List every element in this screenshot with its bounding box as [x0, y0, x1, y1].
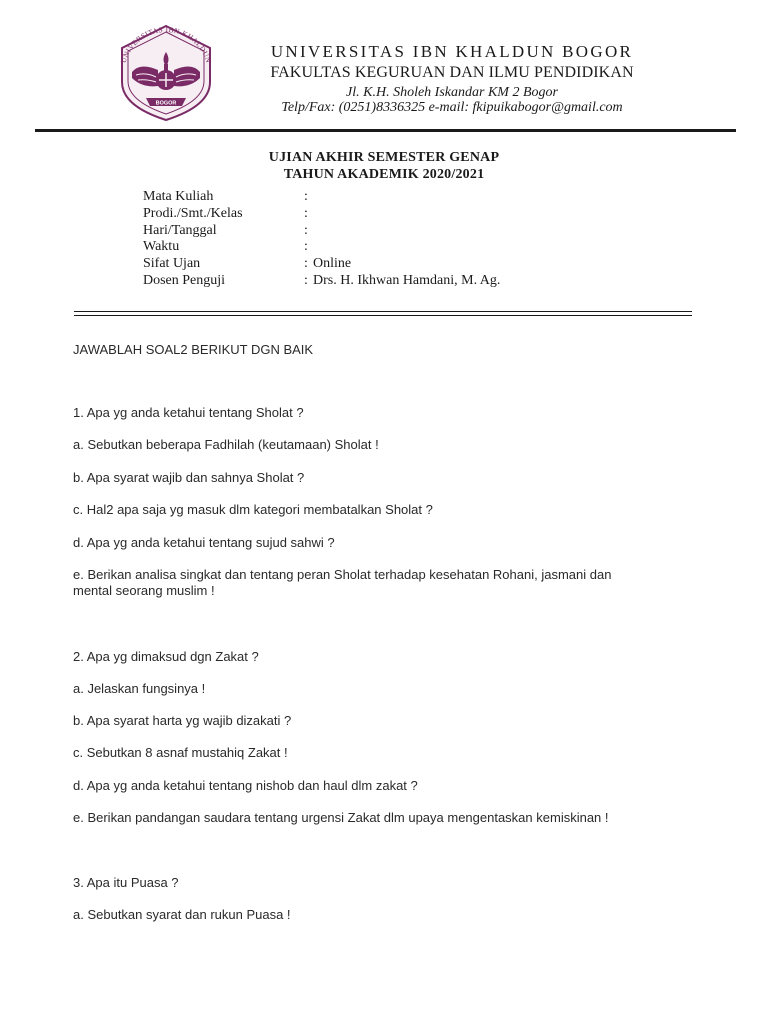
question-2b: b. Apa syarat harta yg wajib dizakati ?: [73, 713, 292, 728]
question-1b: b. Apa syarat wajib dan sahnya Sholat ?: [73, 470, 305, 485]
info-colon: :: [304, 239, 308, 255]
question-2d: d. Apa yg anda ketahui tentang nishob dan haul dlm zakat ?: [73, 778, 418, 793]
contact-info: Telp/Fax: (0251)8336325 e-mail: fkipuikabogor@gmail.com: [281, 100, 623, 115]
instruction: JAWABLAH SOAL2 BERIKUT DGN BAIK: [73, 342, 314, 357]
faculty-name: FAKULTAS KEGURUAN DAN ILMU PENDIDIKAN: [270, 64, 634, 81]
question-1: 1. Apa yg anda ketahui tentang Sholat ?: [73, 405, 304, 420]
info-colon: :: [304, 272, 308, 288]
question-2: 2. Apa yg dimaksud dgn Zakat ?: [73, 649, 259, 664]
info-label: Mata Kuliah: [143, 189, 214, 204]
university-name: UNIVERSITAS IBN KHALDUN BOGOR: [270, 42, 634, 61]
info-label: Sifat Ujan: [143, 256, 201, 272]
question-1e-continued: mental seorang muslim !: [73, 583, 215, 598]
question-1d: d. Apa yg anda ketahui tentang sujud sahwi ?: [73, 535, 335, 550]
header-divider: [35, 129, 736, 132]
info-colon: :: [304, 189, 308, 204]
question-2a: a. Jelaskan fungsinya !: [73, 681, 206, 696]
info-value: Drs. H. Ikhwan Hamdani, M. Ag.: [313, 272, 501, 288]
question-1c: c. Hal2 apa saja yg masuk dlm kategori membatalkan Sholat ?: [73, 502, 433, 517]
info-colon: :: [304, 256, 308, 272]
info-label: Prodi./Smt./Kelas: [143, 205, 243, 221]
question-1a: a. Sebutkan beberapa Fadhilah (keutamaan) Sholat !: [73, 437, 379, 452]
question-2e: e. Berikan pandangan saudara tentang urgensi Zakat dlm upaya mengentaskan kemiskinan !: [73, 810, 609, 825]
info-colon: :: [304, 222, 308, 238]
question-3: 3. Apa itu Puasa ?: [73, 875, 179, 890]
info-label: Dosen Penguji: [143, 272, 226, 288]
logo-banner-text: BOGOR: [155, 100, 177, 107]
double-rule-divider: [74, 311, 692, 316]
exam-title: UJIAN AKHIR SEMESTER GENAP: [268, 150, 500, 165]
info-colon: :: [304, 205, 308, 221]
question-3a: a. Sebutkan syarat dan rukun Puasa !: [73, 907, 291, 922]
academic-year: TAHUN AKADEMIK 2020/2021: [283, 167, 485, 182]
logo-ring-text: UNIVERSITAS IBN KHALDUN: [118, 24, 214, 65]
info-value: Online: [313, 256, 352, 272]
question-2c: c. Sebutkan 8 asnaf mustahiq Zakat !: [73, 745, 288, 760]
university-seal-icon: [110, 22, 222, 122]
question-1e: e. Berikan analisa singkat dan tentang peran Sholat terhadap kesehatan Rohani, jasmani dan: [73, 567, 612, 582]
address: Jl. K.H. Sholeh Iskandar KM 2 Bogor: [346, 85, 558, 100]
info-label: Waktu: [143, 239, 180, 255]
info-label: Hari/Tanggal: [143, 222, 217, 238]
